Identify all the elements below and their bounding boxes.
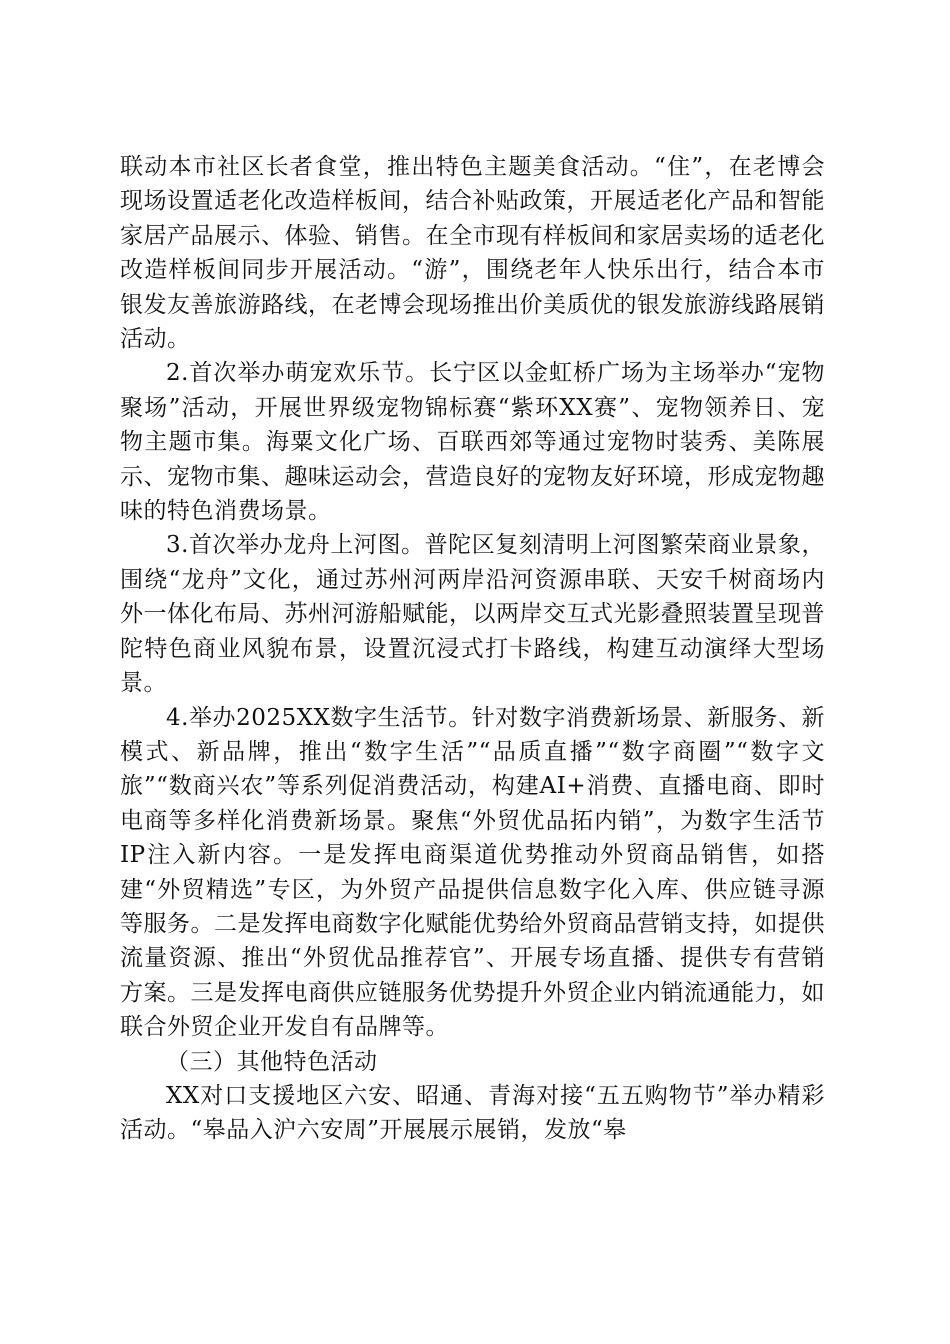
paragraph-pet-festival: 2.首次举办萌宠欢乐节。长宁区以金虹桥广场为主场举办“宠物聚场”活动，开展世界级宠物锦标赛“紫环XX赛”、宠物领养日、宠物主题市集。海粟文化广场、百联西郊等通过宠物时装秀、美陈展示、宠物市集、趣味运动会，营造良好的宠物友好环境，形成宠物趣味的特色消费场景。 — [120, 360, 825, 525]
paragraph-counterpart-support: XX对口支援地区六安、昭通、青海对接“五五购物节”举办精彩活动。“皋品入沪六安周”开展展示展销，发放“皋 — [120, 1082, 825, 1144]
paragraph-dragon-boat: 3.首次举办龙舟上河图。普陀区复刻清明上河图繁荣商业景象，围绕“龙舟”文化，通过苏州河两岸沿河资源串联、天安千树商场内外一体化布局、苏州河游船赋能，以两岸交互式光影叠照装置呈现普陀特色商业风貌布景，设置沉浸式打卡路线，构建互动演绎大型场景。 — [120, 532, 825, 697]
paragraph-digital-life-festival: 4.举办2025XX数字生活节。针对数字消费新场景、新服务、新模式、新品牌，推出“数字生活”“品质直播”“数字商圈”“数字文旅”“数商兴农”等系列促消费活动，构建AI+消费、直播电商、即时电商等多样化消费新场景。聚焦“外贸优品拓内销”，为数字生活节IP注入新内容。一是发挥电商渠道优势推动外贸商品销售，如搭建“外贸精选”专区，为外贸产品提供信息数字化入库、供应链寻源等服务。二是发挥电商数字化赋能优势给外贸商品营销支持，如提供流量资源、推出“外贸优品推荐官”、开展专场直播、提供专有营销方案。三是发挥电商供应链服务优势提升外贸企业内销流通能力，如联合外贸企业开发自有品牌等。 — [120, 704, 825, 1041]
section-heading-other-activities: （三）其他特色活动 — [166, 1048, 378, 1075]
document-body — [120, 150, 825, 1148]
paragraph-continued-living: 联动本市社区长者食堂，推出特色主题美食活动。“住”，在老博会现场设置适老化改造样板间，结合补贴政策，开展适老化产品和智能家居产品展示、体验、销售。在全市现有样板间和家居卖场的适老化改造样板间同步开展活动。“游”，围绕老年人快乐出行，结合本市银发友善旅游路线，在老博会现场推出价美质优的银发旅游线路展销活动。 — [120, 154, 825, 353]
